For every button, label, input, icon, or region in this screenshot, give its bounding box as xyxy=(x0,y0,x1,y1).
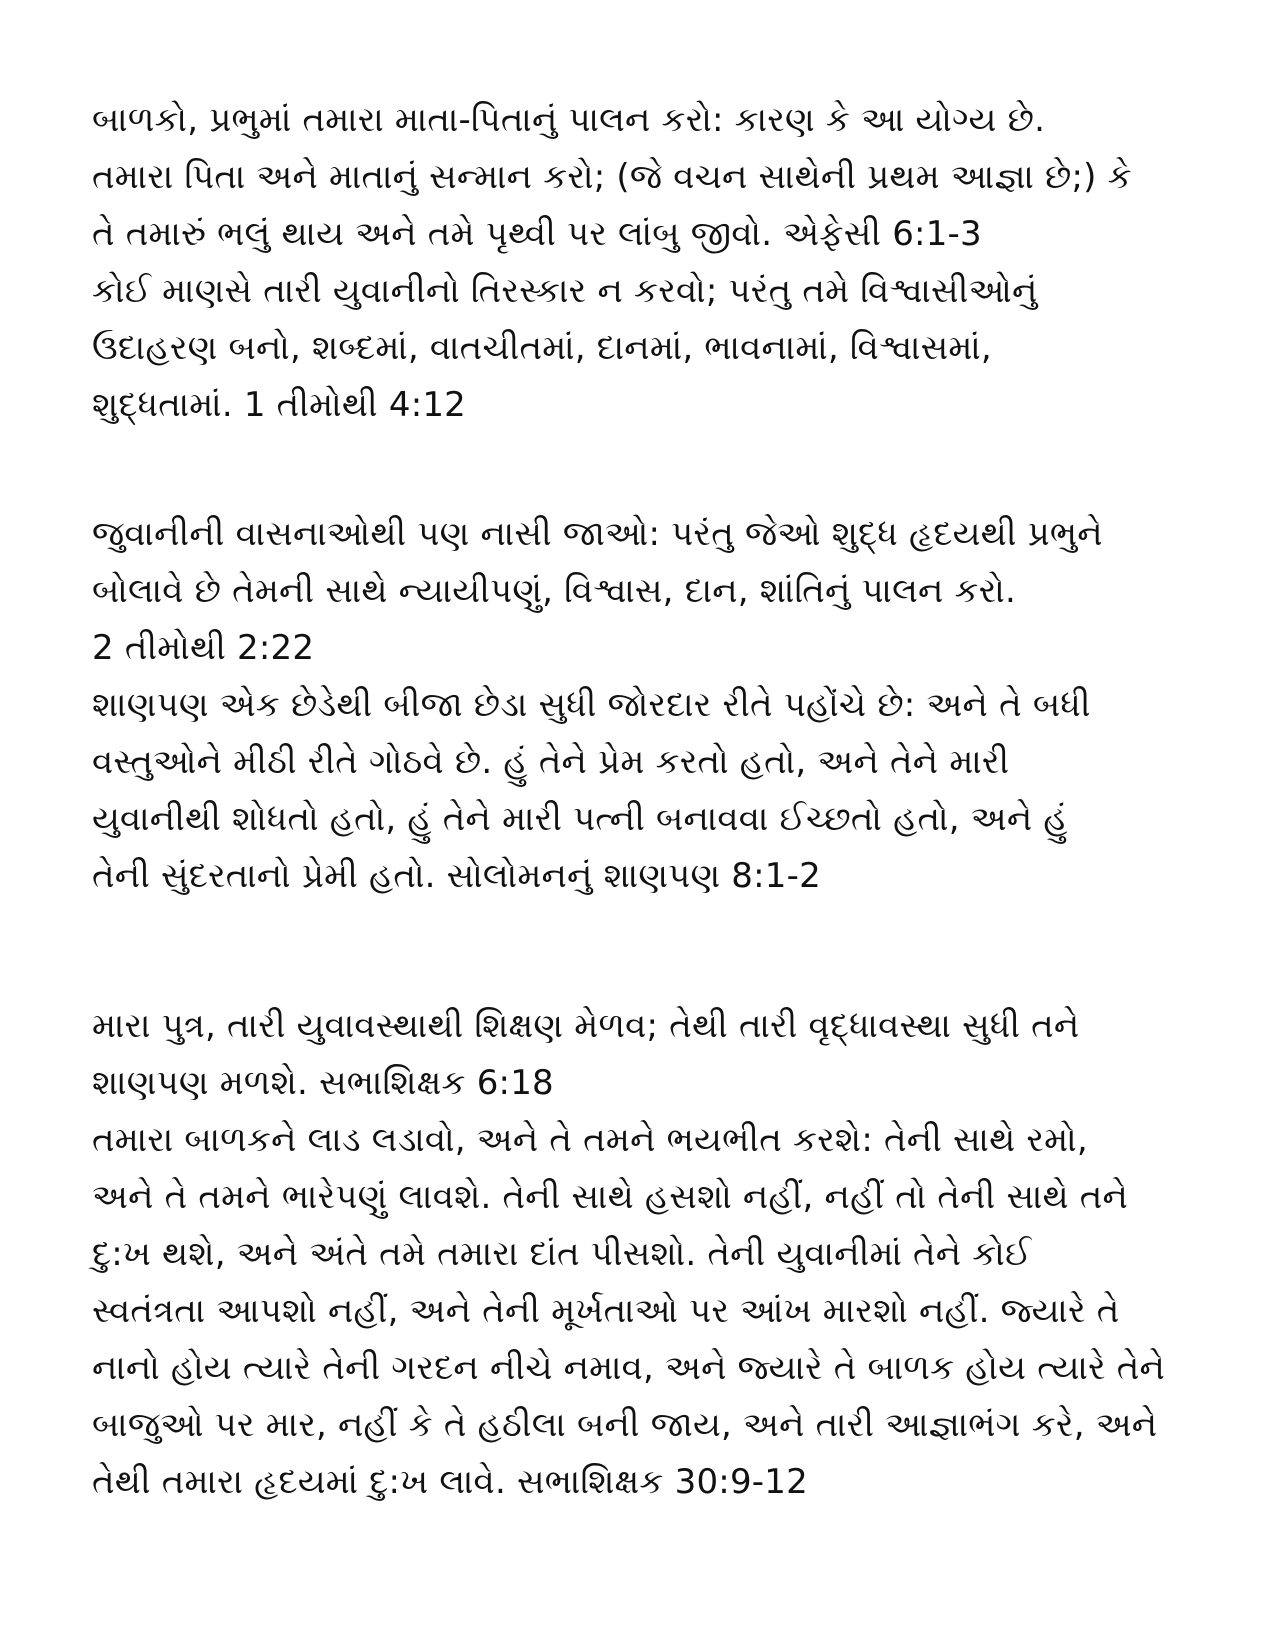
text-line: દુ:ખ થશે, અને અંતે તમે તમારા દાંત પીસશો. તેની યુવાનીમાં તેને કોઈ xyxy=(92,1234,1032,1274)
text-line: તેની સુંદરતાનો પ્રેમી હતો. સોલોમનનું શાણપણ 8:1-2 xyxy=(92,856,821,896)
text-line: તેથી તમારા હૃદયમાં દુ:ખ લાવે. સભાશિક્ષક 30:9-12 xyxy=(92,1462,808,1502)
text-line: તે તમારું ભલું થાય અને તમે પૃથ્વી પર લાંબુ જીવો. એફેસી 6:1-3 xyxy=(92,214,982,254)
text-line: યુવાનીથી શોધતો હતો, હું તેને મારી પત્ની બનાવવા ઈચ્છતો હતો, અને હું xyxy=(92,799,1068,839)
text-line: શાણપણ મળશે. સભાશિક્ષક 6:18 xyxy=(92,1063,554,1103)
text-line: સ્વતંત્રતા આપશો નહીં, અને તેની મૂર્ખતાઓ પર આંખ મારશો નહીં. જ્યારે તે xyxy=(92,1291,1120,1331)
text-line: 2 તીમોથી 2:22 xyxy=(92,628,315,668)
text-line: નાનો હોય ત્યારે તેની ગરદન નીચે નમાવ, અને જ્યારે તે બાળક હોય ત્યારે તેને xyxy=(92,1348,1166,1388)
text-line: શાણપણ એક છેડેથી બીજા છેડા સુધી જોરદાર રીતે પહોંચે છે: અને તે બધી xyxy=(92,685,1091,725)
text-line: જુવાનીની વાસનાઓથી પણ નાસી જાઓ: પરંતુ જેઓ શુદ્ધ હૃદયથી પ્રભુને xyxy=(92,514,1103,554)
text-line: બાળકો, પ્રભુમાં તમારા માતા-પિતાનું પાલન કરો: કારણ કે આ યોગ્ય છે. xyxy=(92,100,1046,140)
text-line: મારા પુત્ર, તારી યુવાવસ્થાથી શિક્ષણ મેળવ; તેથી તારી વૃદ્ધાવસ્થા સુધી તને xyxy=(92,1006,1080,1046)
text-block-3 xyxy=(92,998,1212,1511)
text-line: શુદ્ધતામાં. 1 તીમોથી 4:12 xyxy=(92,385,467,425)
text-line: ઉદાહરણ બનો, શબ્દમાં, વાતચીતમાં, દાનમાં, ભાવનામાં, વિશ્વાસમાં, xyxy=(92,328,992,368)
text-line: અને તે તમને ભારેપણું લાવશે. તેની સાથે હસશો નહીં, નહીં તો તેની સાથે તને xyxy=(92,1177,1129,1217)
text-block-2 xyxy=(92,506,1212,905)
text-block-1 xyxy=(92,92,1212,434)
text-line: તમારા બાળકને લાડ લડાવો, અને તે તમને ભયભીત કરશે: તેની સાથે રમો, xyxy=(92,1120,1088,1160)
text-line: બાજુઓ પર માર, નહીં કે તે હઠીલા બની જાય, અને તારી આજ્ઞાભંગ કરે, અને xyxy=(92,1405,1158,1445)
text-line: તમારા પિતા અને માતાનું સન્માન કરો; (જે વચન સાથેની પ્રથમ આજ્ઞા છે;) કે xyxy=(92,157,1132,197)
text-line: વસ્તુઓને મીઠી રીતે ગોઠવે છે. હું તેને પ્રેમ કરતો હતો, અને તેને મારી xyxy=(92,742,1010,782)
text-line: કોઈ માણસે તારી યુવાનીનો તિરસ્કાર ન કરવો; પરંતુ તમે વિશ્વાસીઓનું xyxy=(92,271,1038,311)
text-line: બોલાવે છે તેમની સાથે ન્યાયીપણું, વિશ્વાસ, દાન, શાંતિનું પાલન કરો. xyxy=(92,571,1017,611)
